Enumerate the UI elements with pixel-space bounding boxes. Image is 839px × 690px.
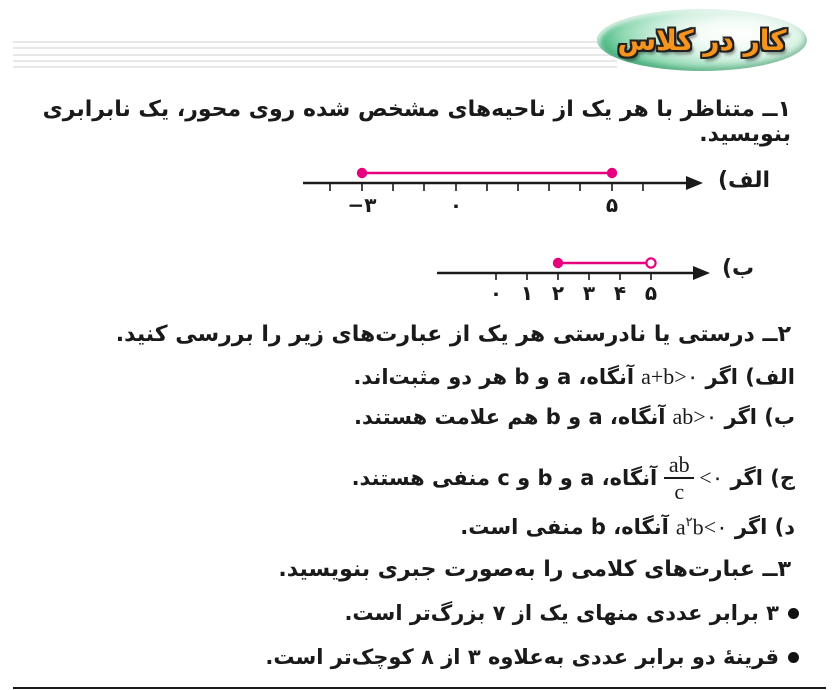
closed-endpoint-dot xyxy=(553,258,563,268)
bullet-2-text: قرینهٔ دو برابر عددی به‌علاوه ۳ از ۸ کوچک‌تر است. xyxy=(265,645,779,669)
item-b-prefix: ب) اگر xyxy=(724,405,795,429)
tick-label: ۰ xyxy=(449,193,463,217)
tick-label: ۵ xyxy=(605,193,619,217)
closed-endpoint-dot xyxy=(607,168,617,178)
tick-label: ۲ xyxy=(551,281,565,305)
fraction-numerator: ab xyxy=(668,452,690,478)
ruled-line xyxy=(13,54,617,56)
fraction-denominator: c xyxy=(674,478,685,504)
numberline-b xyxy=(420,236,820,314)
bullet-icon xyxy=(788,652,799,663)
fraction xyxy=(664,453,694,503)
bullet-1-text: ۳ برابر عددی منهای یک از ۷ بزرگ‌تر است. xyxy=(344,601,779,625)
item-c-expression xyxy=(664,453,723,503)
item-c-statement: آنگاه، a و b و c منفی هستند. xyxy=(351,466,658,490)
numberline-a xyxy=(290,145,810,223)
question-1-text: ۱ــ متناظر با هر یک از ناحیه‌های مشخص شده روی محور، یک نابرابری بنویسید. xyxy=(42,97,791,147)
tick-label: ۱ xyxy=(520,281,534,305)
question-2-item-d xyxy=(460,514,795,540)
question-3-bullet-1 xyxy=(344,601,799,625)
item-a-statement: آنگاه، a و b هر دو مثبت‌اند. xyxy=(353,365,635,389)
item-d-base: a xyxy=(675,514,686,540)
item-d-statement: آنگاه، b منفی است. xyxy=(460,515,669,540)
page-bottom-rule xyxy=(13,687,826,689)
item-c-prefix: ج) اگر xyxy=(730,466,795,490)
numberline-a-label: الف) xyxy=(718,168,771,193)
tick-label: ۴ xyxy=(613,281,627,305)
tick-label: ۳ xyxy=(582,281,596,305)
item-b-statement: آنگاه، a و b هم علامت هستند. xyxy=(354,405,666,429)
item-d-exponent: ۲ xyxy=(685,514,693,529)
question-3-text: ۳ــ عبارت‌های کلامی را به‌صورت جبری بنویسید. xyxy=(278,557,791,582)
ruled-line xyxy=(13,41,617,43)
tick-label: ۰ xyxy=(489,281,503,305)
tick-label: ۵ xyxy=(644,281,658,305)
classwork-badge xyxy=(597,9,807,71)
item-d-expression xyxy=(676,514,728,540)
question-2-item-c xyxy=(352,445,795,511)
question-2-item-b xyxy=(354,404,795,430)
question-3-bullet-2 xyxy=(265,645,799,669)
ruled-line xyxy=(13,60,617,62)
item-d-prefix: د) اگر xyxy=(734,515,795,540)
item-a-prefix: الف) اگر xyxy=(705,365,795,389)
ruled-line xyxy=(13,47,617,49)
ruled-line xyxy=(13,66,617,68)
open-endpoint-dot xyxy=(646,258,655,267)
question-2-item-a xyxy=(353,364,795,390)
arrowhead-icon xyxy=(686,176,703,190)
closed-endpoint-dot xyxy=(357,168,367,178)
item-b-expression: ab>۰ xyxy=(672,404,718,429)
numberline-b-label: ب) xyxy=(722,256,755,281)
item-a-expression: a+b>۰ xyxy=(641,364,699,389)
item-c-comparison: <۰ xyxy=(699,465,724,490)
tick-label: −۳ xyxy=(347,193,377,217)
arrowhead-icon xyxy=(693,266,710,280)
question-2-text: ۲ــ درستی یا نادرستی هر یک از عبارت‌های زیر را بررسی کنید. xyxy=(115,322,791,347)
item-d-rest: b<۰ xyxy=(692,514,728,540)
classwork-badge-title: کار در کلاس xyxy=(617,23,787,57)
bullet-icon xyxy=(788,608,799,619)
